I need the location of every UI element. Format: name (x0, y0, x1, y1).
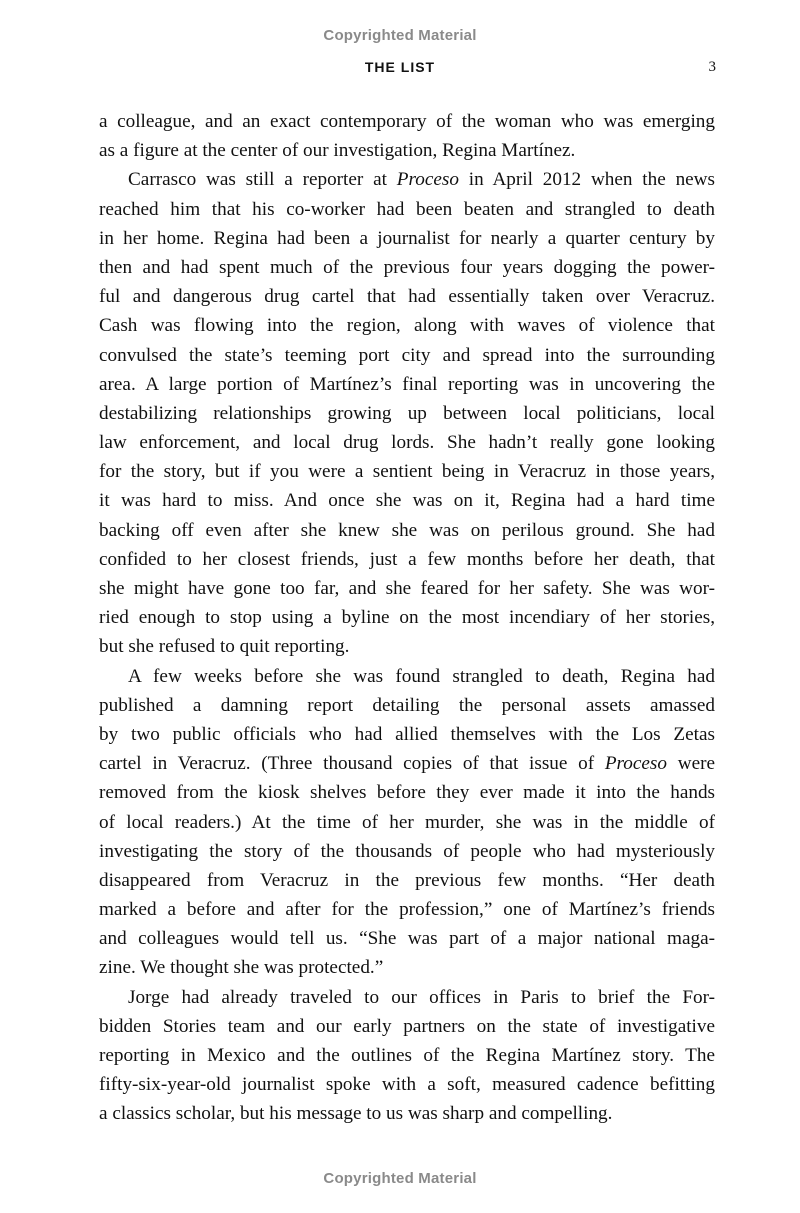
copyright-watermark-top: Copyrighted Material (323, 27, 477, 44)
text-line: zine. We thought she was protected.” (99, 957, 384, 979)
text-line: and colleagues would tell us. “She was part of a major national maga- (99, 928, 715, 950)
text-line: published a damning report detailing the personal assets amassed (99, 694, 715, 716)
text-line: confided to her closest friends, just a few months before her death, that (99, 548, 715, 570)
text-line: investigating the story of the thousands of people who had mysteriously (99, 840, 715, 862)
text-line: area. A large portion of Martínez’s final reporting was in uncovering the (99, 373, 715, 395)
text-line: convulsed the state’s teeming port city and spread into the surrounding (99, 344, 715, 366)
text-line: Carrasco was still a reporter at Proceso in April 2012 when the news (128, 169, 715, 191)
text-line: removed from the kiosk shelves before they ever made it into the hands (99, 782, 715, 804)
paragraph (99, 165, 715, 661)
text-line: ried enough to stop using a byline on the most incendiary of her stories, (99, 607, 715, 629)
text-line: a classics scholar, but his message to us was sharp and compelling. (99, 1103, 613, 1125)
text-line: in her home. Regina had been a journalist for nearly a quarter century by (99, 227, 715, 249)
text-line: reached him that his co-worker had been beaten and strangled to death (99, 198, 715, 220)
text-line: disappeared from Veracruz in the previous few months. “Her death (99, 869, 715, 891)
text-line: A few weeks before she was found strangled to death, Regina had (128, 665, 715, 687)
text-line: then and had spent much of the previous four years dogging the power- (99, 256, 715, 278)
text-line: she might have gone too far, and she feared for her safety. She was wor- (99, 578, 715, 599)
text-line: a colleague, and an exact contemporary of the woman who was emerging (99, 111, 715, 132)
text-line: marked a before and after for the profession,” one of Martínez’s friends (99, 899, 715, 921)
text-line: destabilizing relationships growing up between local politicians, local (99, 402, 715, 424)
text-line: law enforcement, and local drug lords. She hadn’t really gone looking (99, 432, 715, 454)
text-line: fifty-six-year-old journalist spoke with a soft, measured cadence befitting (99, 1074, 715, 1096)
paragraph (99, 662, 715, 983)
page-number: 3 (708, 59, 716, 75)
text-line: by two public officials who had allied themselves with the Los Zetas (99, 723, 715, 745)
running-head: THE LIST (364, 59, 436, 75)
copyright-watermark-bottom: Copyrighted Material (323, 1170, 477, 1187)
text-line: for the story, but if you were a sentient being in Veracruz in those years, (99, 461, 715, 483)
text-line: as a figure at the center of our investigation, Regina Martínez. (99, 140, 576, 162)
text-line: ful and dangerous drug cartel that had essentially taken over Veracruz. (99, 286, 715, 308)
text-line: Cash was flowing into the region, along with waves of violence that (99, 315, 715, 337)
body-text (99, 107, 715, 1129)
paragraph (99, 107, 715, 165)
text-line: bidden Stories team and our early partners on the state of investigative (99, 1015, 715, 1037)
text-line: of local readers.) At the time of her murder, she was in the middle of (99, 811, 715, 833)
paragraph (99, 983, 715, 1129)
text-line: but she refused to quit reporting. (99, 636, 350, 658)
text-line: cartel in Veracruz. (Three thousand copies of that issue of Proceso were (99, 753, 715, 775)
text-line: backing off even after she knew she was on perilous ground. She had (99, 519, 715, 541)
text-line: reporting in Mexico and the outlines of the Regina Martínez story. The (99, 1045, 715, 1066)
text-line: it was hard to miss. And once she was on it, Regina had a hard time (99, 490, 715, 512)
text-line: Jorge had already traveled to our offices in Paris to brief the For- (128, 986, 715, 1008)
